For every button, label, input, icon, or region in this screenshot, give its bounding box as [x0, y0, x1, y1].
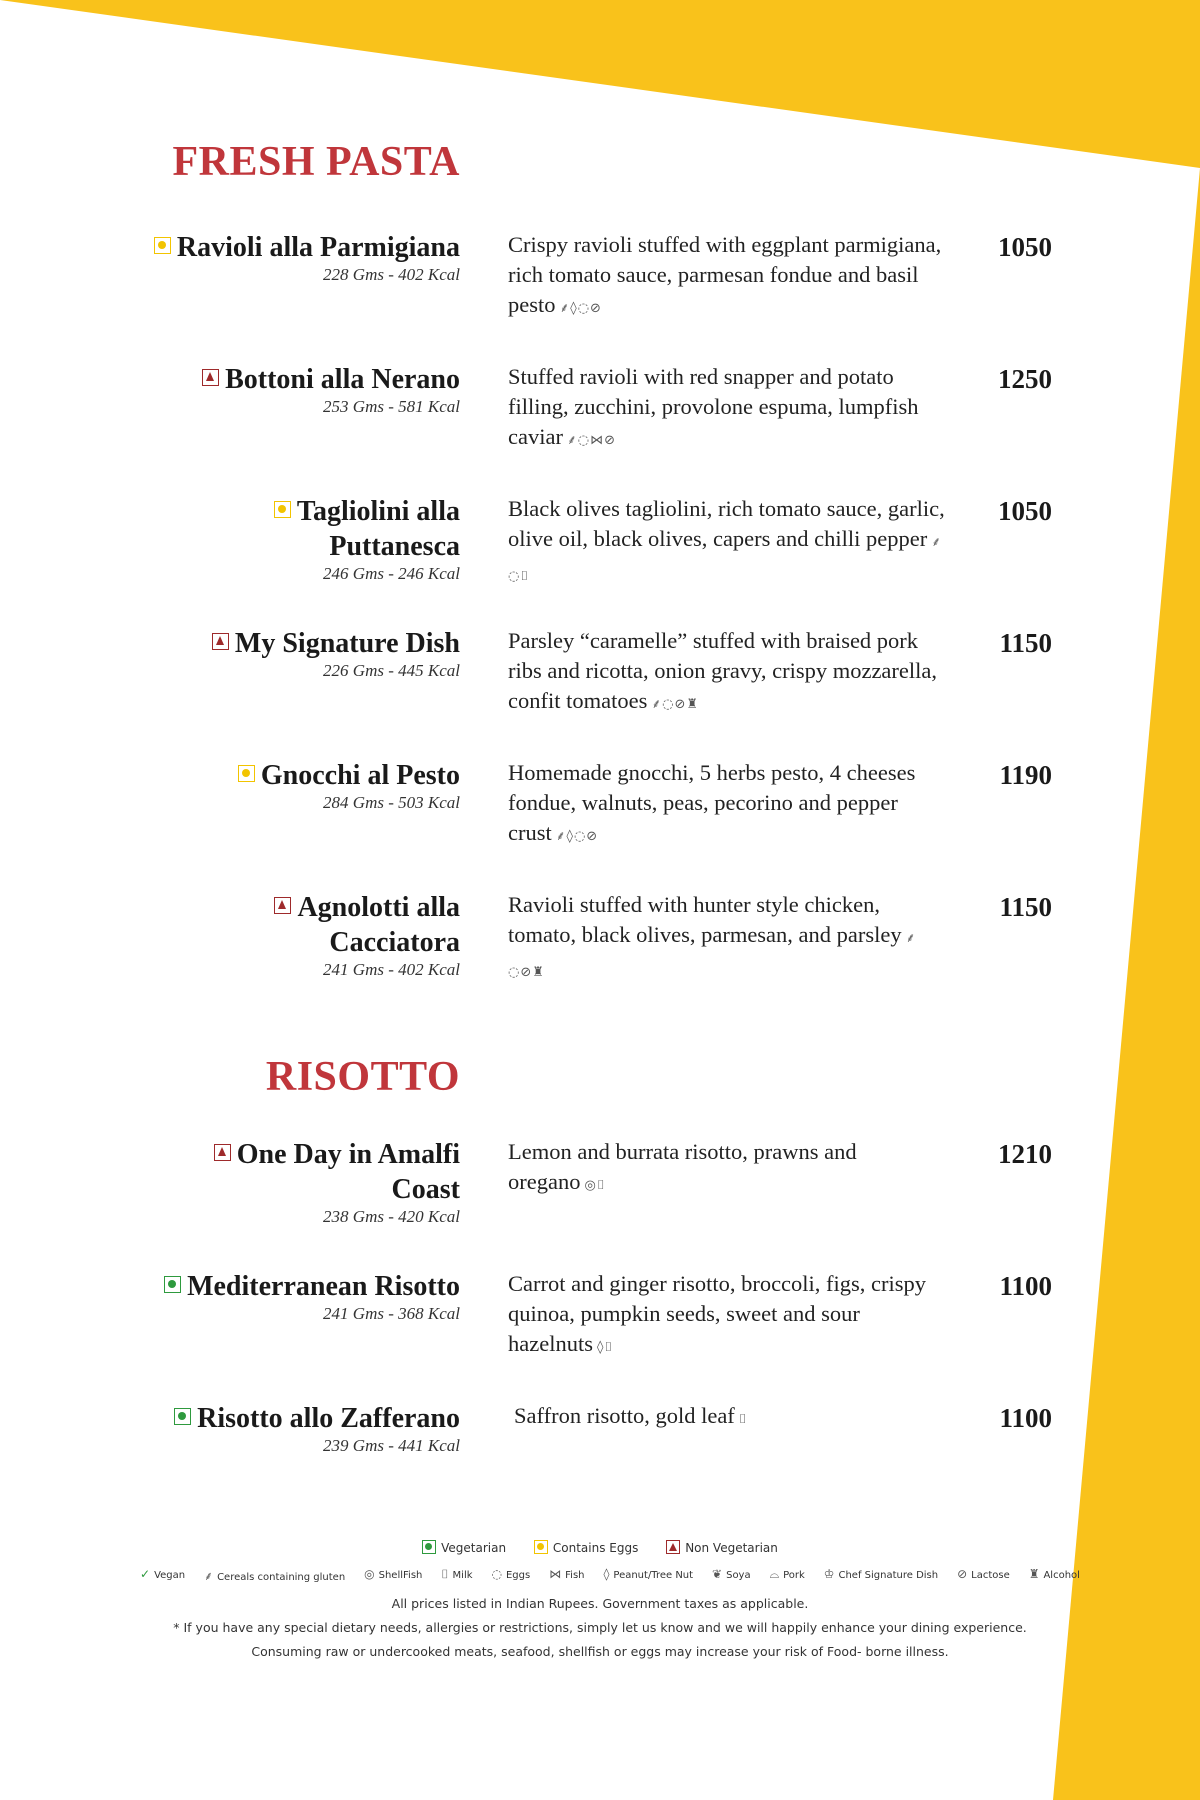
item-description-text: Parsley “caramelle” stuffed with braised pork ribs and ricotta, onion gravy, crispy mozzarella, confit tomatoes [508, 628, 938, 713]
item-description [508, 1269, 948, 1363]
item-description-text: Carrot and ginger risotto, broccoli, figs, crispy quinoa, pumpkin seeds, sweet and sour hazelnuts [508, 1271, 927, 1356]
legend-label: Non Vegetarian [685, 1541, 778, 1555]
eggs-icon: ◌ [577, 301, 591, 316]
pork-icon: ⌓ [769, 1567, 780, 1581]
legend-fish [549, 1567, 584, 1584]
contains-eggs-icon [238, 765, 255, 782]
gluten-icon: ⸙ [559, 301, 571, 316]
item-name [140, 230, 460, 265]
legend-milk [441, 1567, 472, 1584]
lactose-icon: ⊘ [590, 301, 602, 316]
item-price: 1250 [998, 364, 1052, 394]
gluten-icon: ⸙ [204, 1569, 214, 1583]
item-weight-calories: 284 Gms - 503 Kcal [323, 793, 460, 812]
item-description [508, 362, 948, 456]
item-weight-calories: 241 Gms - 368 Kcal [323, 1304, 460, 1323]
item-name-text: One Day in Amalfi Coast [236, 1139, 460, 1205]
legend-label: Chef Signature Dish [838, 1570, 939, 1581]
eggs-icon: ◌ [577, 433, 591, 448]
item-heading [140, 1269, 460, 1324]
item-heading [140, 362, 460, 417]
legend-label: Alcohol [1043, 1570, 1080, 1581]
item-price: 1150 [999, 892, 1052, 922]
health-note: Consuming raw or undercooked meats, seafood, shellfish or eggs may increase your risk of Food- borne illness. [251, 1644, 949, 1659]
item-name [140, 1137, 460, 1207]
item-name-text: Bottoni alla Nerano [225, 364, 460, 395]
item-weight-calories: 228 Gms - 402 Kcal [323, 265, 460, 284]
legend-alcohol [1029, 1567, 1080, 1584]
item-heading [140, 230, 460, 285]
legend-label: Milk [452, 1570, 473, 1581]
eggs-icon: ◌ [573, 829, 587, 844]
eggs-icon: ◌ [508, 965, 521, 980]
contains-eggs-icon [274, 501, 291, 518]
item-description-text: Lemon and burrata risotto, prawns and oregano [508, 1139, 857, 1194]
eggs-icon: ◌ [491, 1567, 502, 1581]
item-description [508, 1137, 948, 1201]
non-vegetarian-icon [274, 897, 291, 914]
item-price: 1050 [998, 496, 1052, 526]
legend-contains-eggs [534, 1540, 638, 1555]
non-vegetarian-icon [666, 1540, 680, 1554]
item-description-text: Black olives tagliolini, rich tomato sauce, garlic, olive oil, black olives, capers and chilli pepper [508, 496, 945, 551]
lactose-icon: ⊘ [520, 965, 533, 980]
item-heading [140, 758, 460, 813]
item-heading [140, 626, 460, 681]
vegan-icon: ✓ [140, 1567, 151, 1581]
prices-note: All prices listed in Indian Rupees. Government taxes as applicable. [391, 1596, 809, 1611]
contains-eggs-icon [534, 1540, 548, 1554]
milk-icon: ⌷ [596, 1178, 606, 1193]
legend-shellfish [364, 1567, 422, 1584]
legend-eggs [491, 1567, 530, 1584]
allergen-icons [584, 1178, 605, 1193]
legend-gluten [204, 1567, 345, 1584]
item-name [140, 1401, 460, 1436]
gluten-icon: ⸙ [931, 535, 943, 550]
item-price: 1050 [998, 232, 1052, 262]
allergen-legend [140, 1567, 1080, 1584]
section-title-fresh-pasta: FRESH PASTA [172, 139, 460, 185]
legend-label: Pork [783, 1570, 805, 1581]
item-name [140, 890, 460, 960]
item-price: 1100 [999, 1271, 1052, 1301]
item-price: 1190 [999, 760, 1052, 790]
milk-icon: ⌷ [604, 1340, 614, 1355]
item-name-text: Tagliolini alla Puttanesca [296, 496, 460, 562]
item-name-text: Ravioli alla Parmigiana [176, 232, 460, 263]
legend-label: Eggs [505, 1570, 531, 1581]
section-title-risotto: RISOTTO [265, 1054, 460, 1100]
item-weight-calories: 226 Gms - 445 Kcal [323, 661, 460, 680]
item-name-text: Risotto allo Zafferano [197, 1403, 460, 1434]
item-description [514, 1401, 954, 1435]
item-weight-calories: 238 Gms - 420 Kcal [323, 1207, 460, 1226]
contains-eggs-icon [154, 237, 171, 254]
eggs-icon: ◌ [662, 697, 675, 712]
legend-chef-signature [824, 1567, 938, 1584]
legend-vegetarian [422, 1540, 506, 1555]
item-description-text: Stuffed ravioli with red snapper and potato filling, zucchini, provolone espuma, lumpfish caviar [508, 364, 919, 449]
item-heading [140, 890, 460, 980]
milk-icon: ⌷ [441, 1567, 449, 1581]
legend-lactose [957, 1567, 1010, 1584]
item-heading [140, 494, 460, 584]
item-price: 1100 [999, 1403, 1052, 1433]
shellfish-icon: ◎ [364, 1567, 375, 1581]
item-heading [140, 1137, 460, 1227]
legend-label: Peanut/Tree Nut [613, 1570, 694, 1581]
soya-icon: ❦ [712, 1567, 723, 1581]
eggs-icon: ◌ [508, 569, 521, 584]
non-vegetarian-icon [212, 633, 229, 650]
peanut-icon: ◊ [603, 1567, 610, 1581]
legend-pork [770, 1567, 805, 1584]
alcohol-icon: ♜ [532, 965, 545, 980]
shellfish-icon: ◎ [584, 1178, 597, 1193]
legend-label: Vegetarian [441, 1541, 507, 1555]
allergen-icons [567, 433, 616, 448]
item-name-text: Agnolotti alla Cacciatora [297, 892, 460, 958]
item-name [140, 494, 460, 564]
item-description-text: Homemade gnocchi, 5 herbs pesto, 4 cheeses fondue, walnuts, peas, pecorino and pepper crust [508, 760, 916, 845]
item-name [140, 626, 460, 661]
legend-label: Lactose [971, 1570, 1010, 1581]
item-description [508, 230, 948, 324]
non-vegetarian-icon [202, 369, 219, 386]
lactose-icon: ⊘ [586, 829, 599, 844]
peanut-icon: ◊ [570, 301, 578, 316]
peanut-icon: ◊ [596, 1340, 605, 1355]
item-name [140, 1269, 460, 1304]
item-weight-calories: 239 Gms - 441 Kcal [323, 1436, 460, 1455]
item-name [140, 758, 460, 793]
allergen-icons [739, 1412, 748, 1427]
lactose-icon: ⊘ [957, 1567, 968, 1581]
gluten-icon: ⸙ [555, 829, 567, 844]
legend-vegan [140, 1567, 185, 1584]
item-name-text: Gnocchi al Pesto [260, 760, 460, 791]
vegetarian-icon [422, 1540, 436, 1554]
legend-label: Cereals containing gluten [217, 1572, 346, 1583]
item-name-text: Mediterranean Risotto [187, 1271, 460, 1302]
vegetarian-icon [174, 1408, 191, 1425]
allergen-icons [597, 1340, 613, 1355]
item-description-text: Ravioli stuffed with hunter style chicken, tomato, black olives, parmesan, and parsley [508, 892, 902, 947]
item-description-text: Saffron risotto, gold leaf [514, 1403, 735, 1428]
alcohol-icon: ♜ [1028, 1567, 1040, 1581]
non-vegetarian-icon [214, 1144, 231, 1161]
legend-non-vegetarian [666, 1540, 778, 1555]
item-weight-calories: 241 Gms - 402 Kcal [323, 960, 460, 979]
dietary-note: * If you have any special dietary needs, allergies or restrictions, simply let us know and we will happily enhance your dining experience. [173, 1620, 1027, 1635]
legend-label: Vegan [154, 1570, 186, 1581]
vegetarian-icon [164, 1276, 181, 1293]
alcohol-icon: ♜ [686, 697, 700, 712]
milk-icon: ⌷ [520, 569, 530, 584]
item-weight-calories: 253 Gms - 581 Kcal [323, 397, 460, 416]
item-price: 1150 [999, 628, 1052, 658]
item-name-text: My Signature Dish [234, 628, 460, 659]
legend-label: Contains Eggs [552, 1541, 639, 1555]
item-description [508, 494, 948, 592]
item-description [508, 626, 948, 720]
item-description [508, 890, 948, 988]
milk-icon: ⌷ [738, 1412, 748, 1427]
allergen-icons [556, 829, 598, 844]
fish-icon: ⋈ [590, 433, 605, 448]
diet-legend [0, 1540, 1200, 1555]
item-price: 1210 [998, 1139, 1052, 1169]
legend-label: ShellFish [378, 1570, 423, 1581]
legend-label: Soya [726, 1570, 751, 1581]
gluten-icon: ⸙ [566, 433, 578, 448]
item-weight-calories: 246 Gms - 246 Kcal [323, 564, 460, 583]
chef-signature-icon: ♔ [823, 1567, 835, 1581]
gluten-icon: ⸙ [651, 697, 663, 712]
lactose-icon: ⊘ [674, 697, 687, 712]
gluten-icon: ⸙ [905, 931, 917, 946]
allergen-icons [651, 697, 699, 712]
item-description [508, 758, 948, 852]
fish-icon: ⋈ [549, 1567, 562, 1581]
item-name [140, 362, 460, 397]
item-heading [140, 1401, 460, 1456]
lactose-icon: ⊘ [604, 433, 616, 448]
allergen-icons [560, 301, 602, 316]
item-description-text: Crispy ravioli stuffed with eggplant parmigiana, rich tomato sauce, parmesan fondue and basil pesto [508, 232, 942, 317]
legend-soya [712, 1567, 751, 1584]
peanut-icon: ◊ [566, 829, 574, 844]
legend-peanut [603, 1567, 693, 1584]
legend-label: Fish [565, 1570, 585, 1581]
